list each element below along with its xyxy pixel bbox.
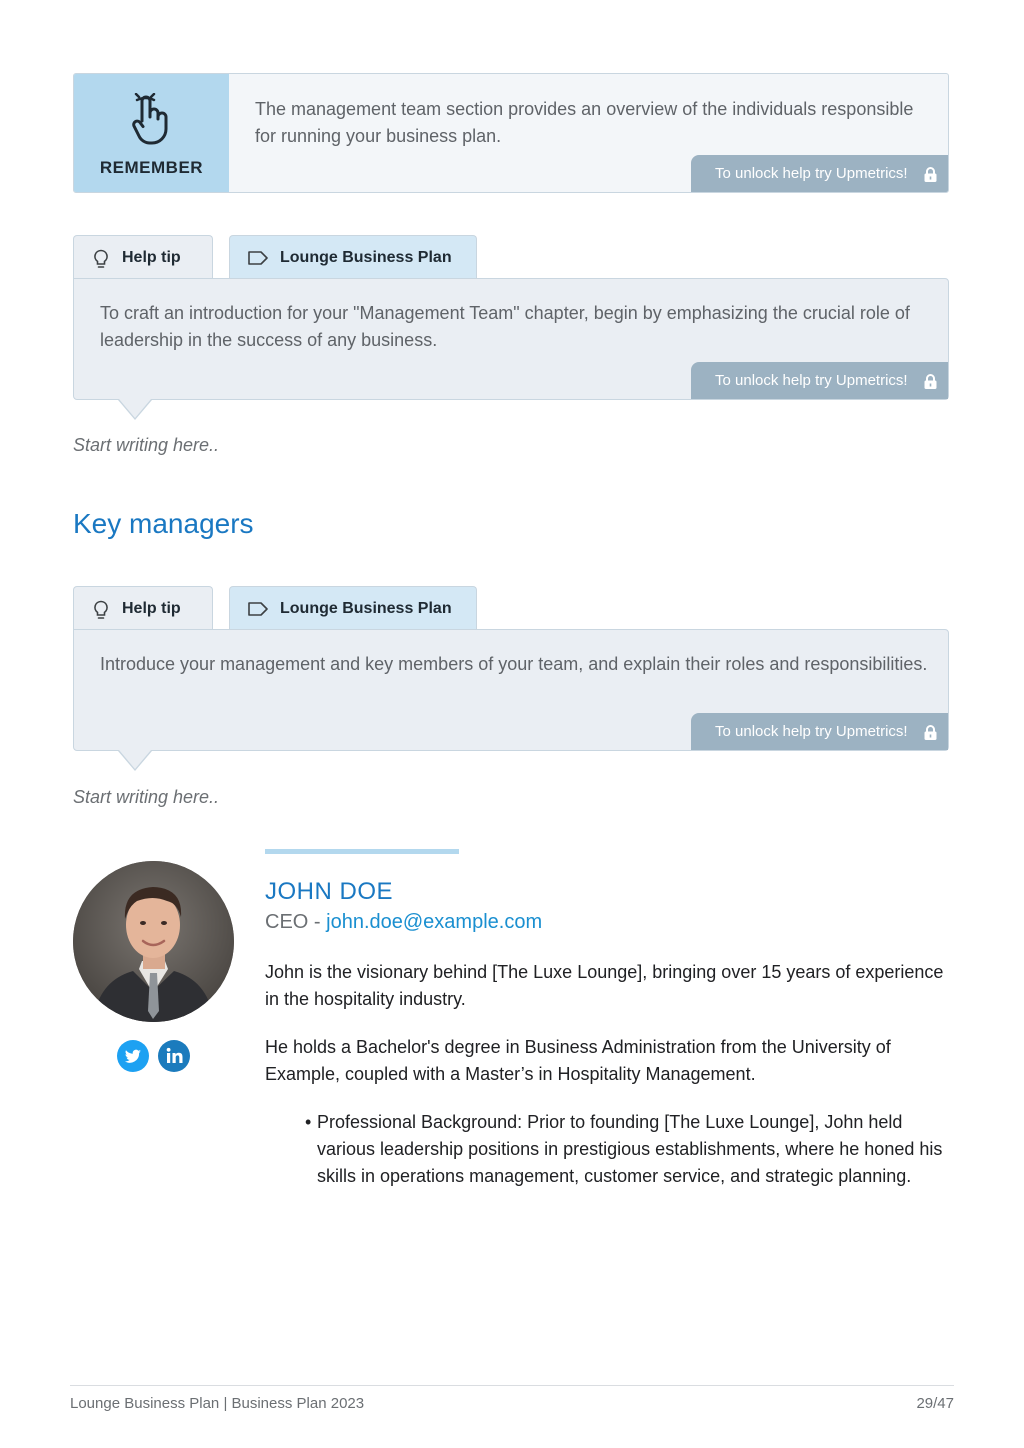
footer-divider [70,1385,954,1386]
tab-plan-label: Lounge Business Plan [280,248,452,266]
tag-icon [248,602,268,616]
profile-role: CEO [265,911,309,933]
bullet-mark: • [305,1112,312,1132]
role-separator: - [308,911,327,933]
finger-string-icon [128,93,174,147]
remember-box [73,73,949,193]
tab-help-label: Help tip [122,248,181,266]
tab-help-label: Help tip [122,599,181,617]
unlock-button[interactable] [691,155,948,192]
tab-lounge-plan[interactable] [229,235,477,279]
tab-plan-label: Lounge Business Plan [280,599,452,617]
profile-accent-line [265,849,459,854]
unlock-button[interactable] [691,362,948,399]
writing-placeholder[interactable]: Start writing here.. [73,787,220,807]
remember-text: The management team section provides an overview of the individuals responsible for running your business plan. [255,99,914,146]
writing-placeholder[interactable]: Start writing here.. [73,435,220,455]
list-item-text: Professional Background: Prior to founding [The Luxe Lounge], John held various leadership positions in prestigious establishments, where he honed his skills in operations management, customer service, and strategic planning. [317,1112,943,1186]
profile-paragraph: He holds a Bachelor's degree in Business Administration from the University of Example, coupled with a Master’s in Hospitality Management. [265,1037,891,1084]
tip-pointer [118,751,152,771]
unlock-label: To unlock help try Upmetrics! [715,372,908,389]
tip-pointer [118,400,152,420]
avatar [73,861,234,1022]
remember-badge [74,74,229,192]
help-tip-text: To craft an introduction for your "Management Team" chapter, begin by emphasizing the crucial role of leadership in the success of any business. [100,303,910,350]
list-item [305,1109,945,1190]
remember-label: REMEMBER [99,158,204,177]
lock-icon [924,167,937,182]
profile-paragraph: John is the visionary behind [The Luxe Lounge], bringing over 15 years of experience in the hospitality industry. [265,962,944,1009]
lightbulb-icon [93,600,109,620]
help-tip-box [73,629,949,751]
lock-icon [924,374,937,389]
section-heading: Key managers [73,508,254,539]
profile-role-line [265,911,542,934]
footer-page-number: 29/47 [916,1395,954,1412]
unlock-button[interactable] [691,713,948,750]
twitter-icon[interactable] [117,1040,149,1072]
lock-icon [924,725,937,740]
tab-help-tip[interactable] [73,586,213,630]
tag-icon [248,251,268,265]
linkedin-icon[interactable] [158,1040,190,1072]
lightbulb-icon [93,249,109,269]
footer-document-title: Lounge Business Plan | Business Plan 2023 [70,1395,365,1412]
unlock-label: To unlock help try Upmetrics! [715,165,908,182]
unlock-label: To unlock help try Upmetrics! [715,723,908,740]
tab-lounge-plan[interactable] [229,586,477,630]
help-tip-text: Introduce your management and key members of your team, and explain their roles and responsibilities. [100,654,928,674]
profile-email-link[interactable]: john.doe@example.com [326,911,543,933]
profile-name: JOHN DOE [265,878,394,905]
help-tip-box [73,278,949,400]
tab-help-tip[interactable] [73,235,213,279]
